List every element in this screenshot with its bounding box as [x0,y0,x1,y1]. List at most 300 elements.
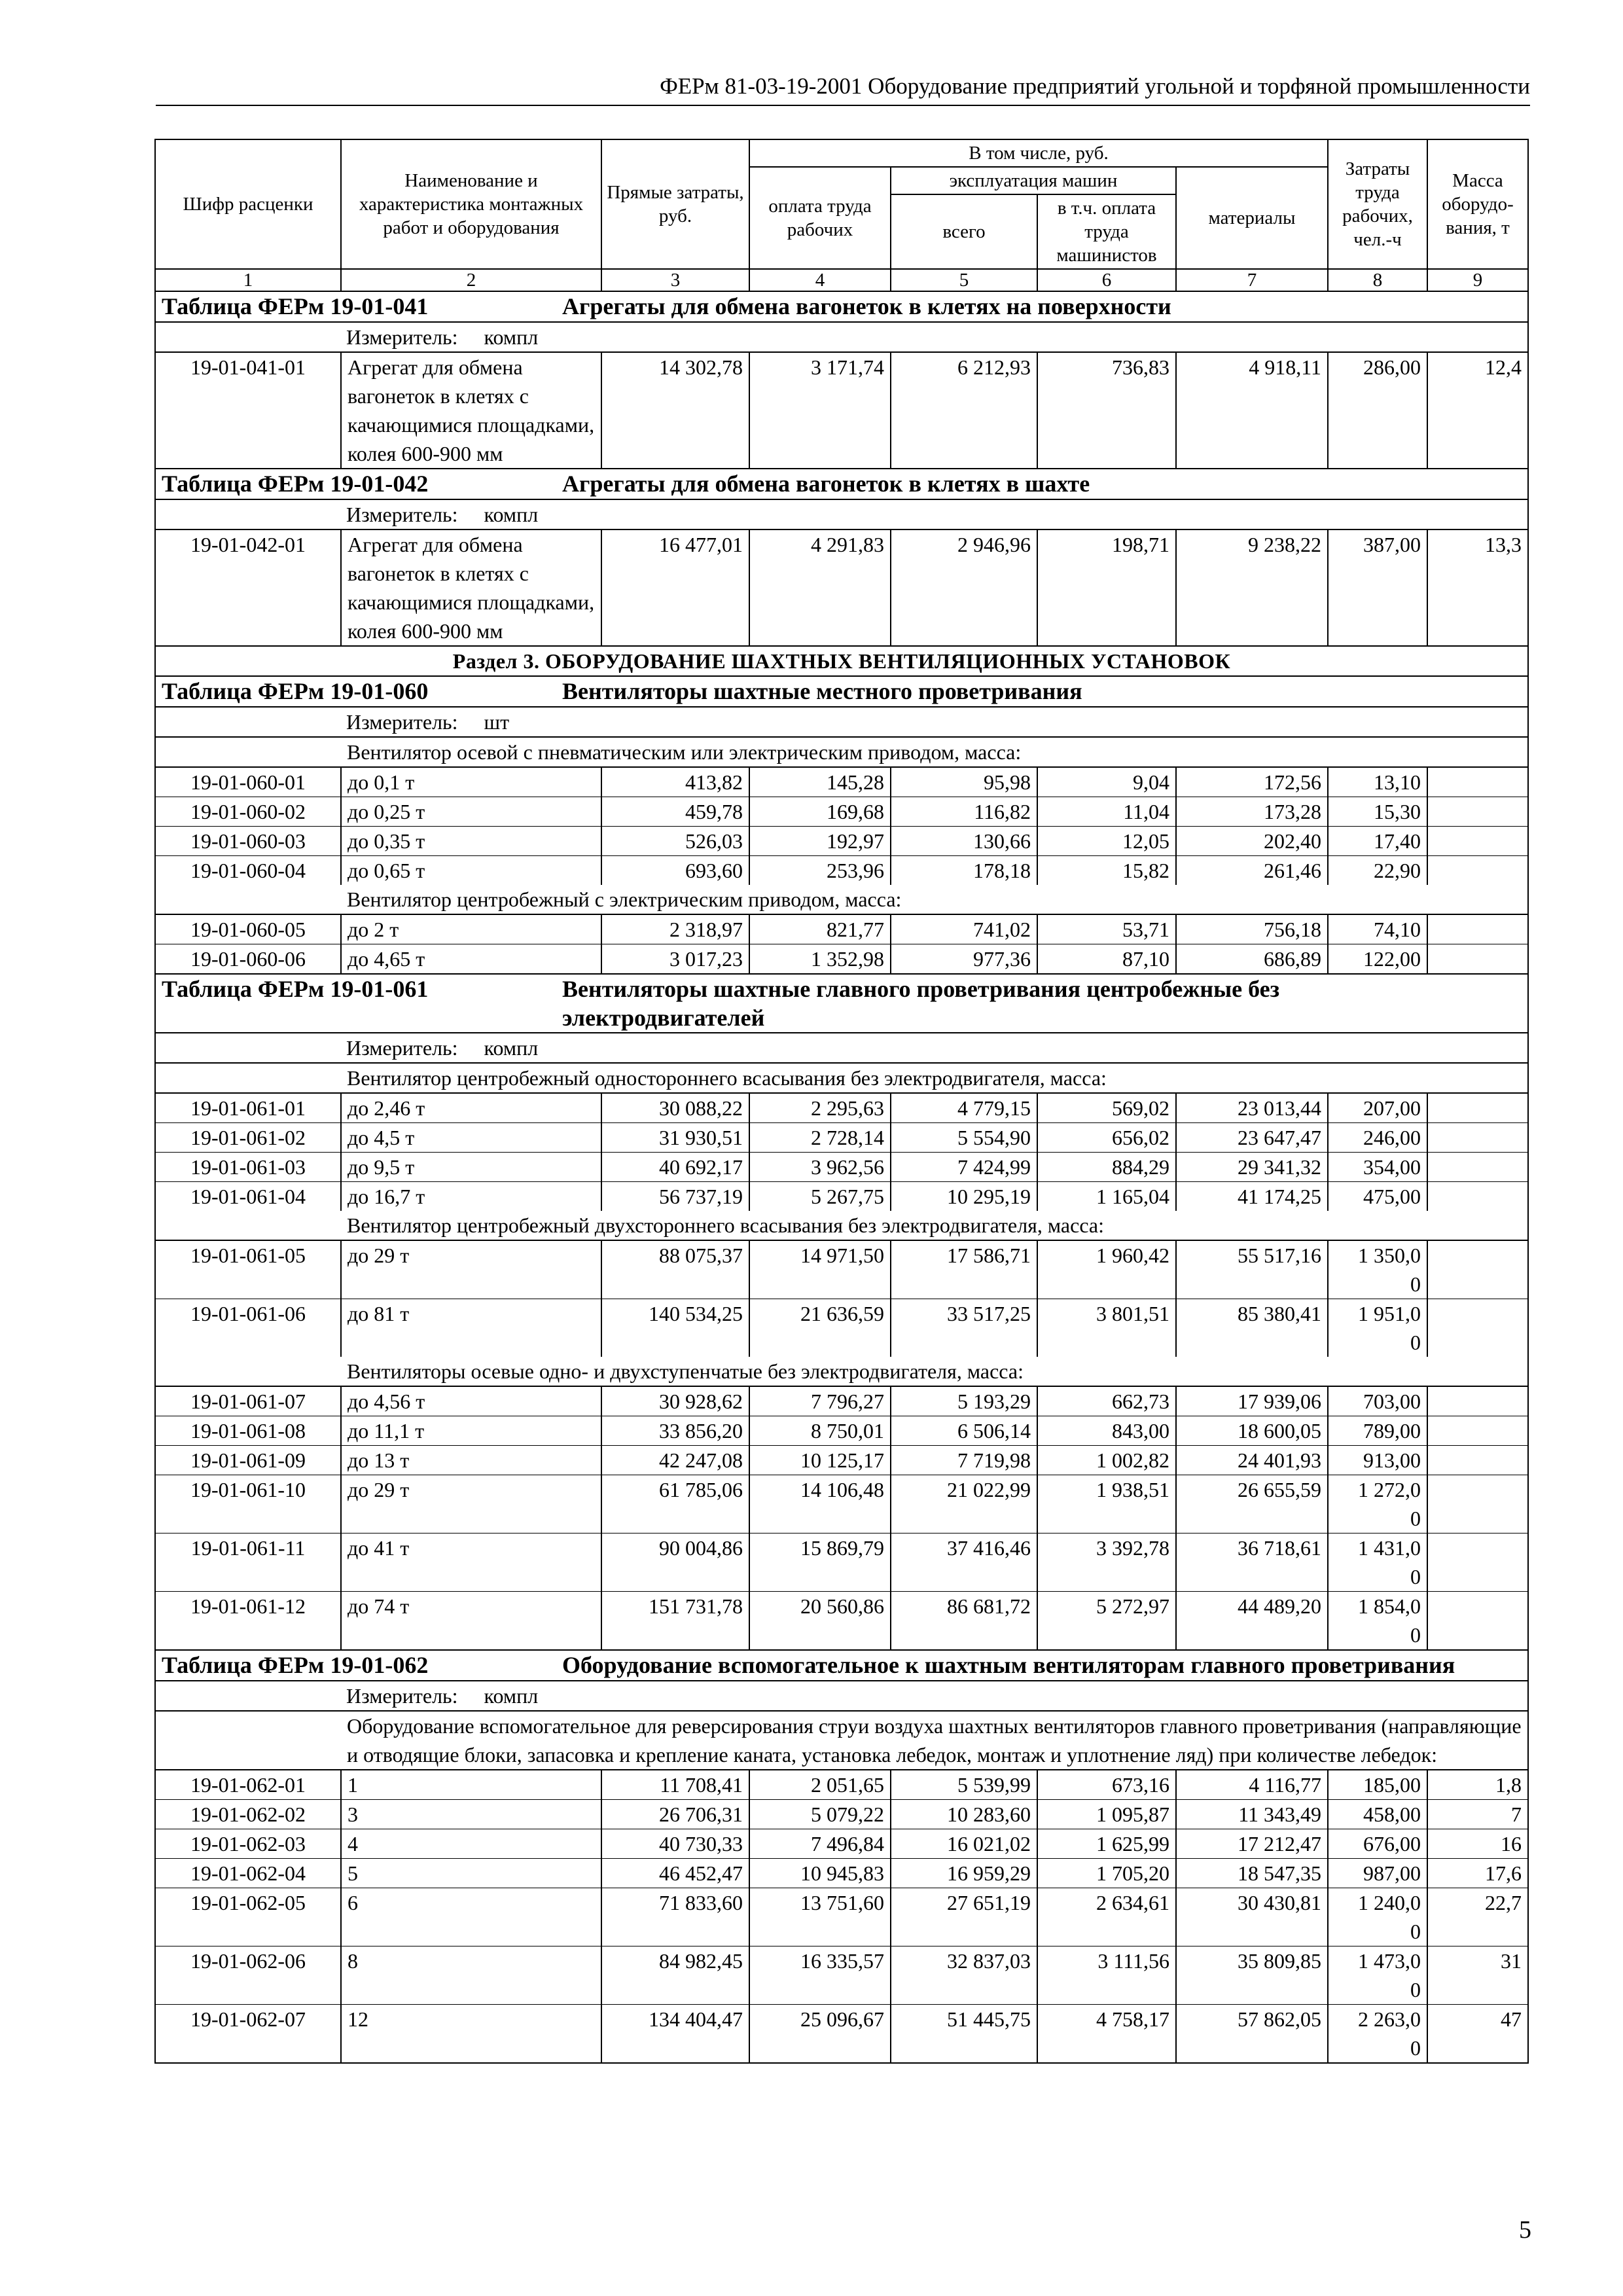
col-header-materials: материалы [1176,167,1328,269]
equipment-mass [1427,856,1528,886]
work-name: до 4,65 т [341,944,601,975]
materials: 41 174,25 [1176,1182,1328,1211]
measure [155,1033,1528,1063]
equipment-mass [1427,1416,1528,1446]
direct-cost: 30 088,22 [601,1093,749,1123]
materials: 18 547,35 [1176,1859,1328,1888]
rate-code: 19-01-062-04 [155,1859,341,1888]
rate-code: 19-01-061-03 [155,1153,341,1182]
rate-code: 19-01-060-01 [155,767,341,797]
machinist-wages: 843,00 [1037,1416,1176,1446]
table-name: Оборудование вспомогательное к шахтным вентиляторам главного проветривания [562,1652,1455,1678]
work-name: до 4,5 т [341,1123,601,1153]
machines-total: 27 651,19 [891,1888,1037,1946]
col-number: 8 [1328,269,1427,291]
direct-cost: 31 930,51 [601,1123,749,1153]
machines-total: 6 506,14 [891,1416,1037,1446]
wages: 2 295,63 [749,1093,891,1123]
equipment-mass [1427,1534,1528,1592]
direct-cost: 526,03 [601,827,749,856]
table-title-row [155,676,1528,707]
table-row [155,1416,1528,1446]
work-name: до 13 т [341,1446,601,1475]
col-number: 9 [1427,269,1528,291]
work-name: 4 [341,1829,601,1859]
machines-total: 10 283,60 [891,1800,1037,1829]
wages: 192,97 [749,827,891,856]
wages: 21 636,59 [749,1299,891,1357]
page-number: 5 [1519,2216,1531,2244]
equipment-mass [1427,1093,1528,1123]
work-name: до 0,1 т [341,767,601,797]
rate-code: 19-01-042-01 [155,529,341,646]
table-row [155,352,1528,469]
subheading: Вентилятор центробежный одностороннего всасывания без электродвигателя, масса: [155,1063,1528,1093]
machinist-wages: 3 111,56 [1037,1946,1176,2005]
machines-total: 33 517,25 [891,1299,1037,1357]
wages: 2 728,14 [749,1123,891,1153]
work-name: до 29 т [341,1240,601,1299]
wages: 2 051,65 [749,1770,891,1800]
direct-cost: 33 856,20 [601,1416,749,1446]
table-title [155,974,1528,1033]
measure-unit: компл [484,1684,539,1708]
wages: 5 079,22 [749,1800,891,1829]
materials: 4 116,77 [1176,1770,1328,1800]
measure-row [155,322,1528,352]
wages: 3 171,74 [749,352,891,469]
labor-hours: 913,00 [1328,1446,1427,1475]
labor-hours: 987,00 [1328,1859,1427,1888]
subheading: Вентилятор осевой с пневматическим или электрическим приводом, масса: [155,737,1528,767]
materials: 9 238,22 [1176,529,1328,646]
rate-code: 19-01-060-05 [155,914,341,944]
wages: 8 750,01 [749,1416,891,1446]
measure-row [155,499,1528,529]
equipment-mass [1427,1475,1528,1534]
measure-row [155,1681,1528,1711]
table-row [155,767,1528,797]
materials: 173,28 [1176,797,1328,827]
labor-hours: 22,90 [1328,856,1427,886]
materials: 18 600,05 [1176,1416,1328,1446]
table-name: Вентиляторы шахтные главного проветривания центробежные без электродвигателей [562,976,1280,1031]
table-row [155,1240,1528,1299]
wages: 15 869,79 [749,1534,891,1592]
rate-code: 19-01-062-06 [155,1946,341,2005]
col-header-machines: эксплуатация машин [891,167,1176,194]
table-row [155,1123,1528,1153]
machinist-wages: 569,02 [1037,1093,1176,1123]
work-name: 6 [341,1888,601,1946]
equipment-mass [1427,1386,1528,1416]
wages: 14 106,48 [749,1475,891,1534]
wages: 16 335,57 [749,1946,891,2005]
table-row [155,1446,1528,1475]
labor-hours: 185,00 [1328,1770,1427,1800]
work-name: до 81 т [341,1299,601,1357]
equipment-mass [1427,827,1528,856]
table-row [155,1888,1528,1946]
labor-hours: 1 854,0 0 [1328,1592,1427,1651]
machinist-wages: 884,29 [1037,1153,1176,1182]
equipment-mass [1427,797,1528,827]
labor-hours: 1 431,0 0 [1328,1534,1427,1592]
measure-label: Измеритель: [346,325,458,349]
equipment-mass [1427,1592,1528,1651]
labor-hours: 458,00 [1328,1800,1427,1829]
equipment-mass [1427,1240,1528,1299]
direct-cost: 46 452,47 [601,1859,749,1888]
work-name: до 11,1 т [341,1416,601,1446]
table-row [155,1800,1528,1829]
materials: 57 862,05 [1176,2005,1328,2064]
work-name: 3 [341,1800,601,1829]
measure-label: Измеритель: [346,1036,458,1060]
labor-hours: 703,00 [1328,1386,1427,1416]
col-header-total: всего [891,194,1037,269]
materials: 11 343,49 [1176,1800,1328,1829]
machinist-wages: 1 938,51 [1037,1475,1176,1534]
work-name: до 74 т [341,1592,601,1651]
table-row [155,1770,1528,1800]
direct-cost: 40 730,33 [601,1829,749,1859]
machinist-wages: 87,10 [1037,944,1176,975]
subheading: Вентилятор центробежный с электрическим приводом, масса: [155,885,1528,914]
labor-hours: 122,00 [1328,944,1427,975]
table-name: Агрегаты для обмена вагонеток в клетях на поверхности [562,293,1171,319]
materials: 261,46 [1176,856,1328,886]
rate-code: 19-01-061-11 [155,1534,341,1592]
work-name: Агрегат для обмена вагонеток в клетях с качающимися площадками, колея 600-900 мм [341,529,601,646]
running-header: ФЕРм 81-03-19-2001 Оборудование предприятий угольной и торфяной промышленности [156,71,1530,106]
table-title [155,469,1528,499]
labor-hours: 286,00 [1328,352,1427,469]
equipment-mass: 13,3 [1427,529,1528,646]
machines-total: 95,98 [891,767,1037,797]
materials: 29 341,32 [1176,1153,1328,1182]
rate-code: 19-01-062-05 [155,1888,341,1946]
materials: 55 517,16 [1176,1240,1328,1299]
equipment-mass: 31 [1427,1946,1528,2005]
direct-cost: 71 833,60 [601,1888,749,1946]
labor-hours: 246,00 [1328,1123,1427,1153]
machines-total: 5 539,99 [891,1770,1037,1800]
work-name: до 0,25 т [341,797,601,827]
table-name: Агрегаты для обмена вагонеток в клетях в шахте [562,471,1090,497]
measure-unit: шт [484,710,510,734]
col-number: 7 [1176,269,1328,291]
materials: 172,56 [1176,767,1328,797]
table-code: Таблица ФЕРм 19-01-041 [162,293,429,319]
machines-total: 86 681,72 [891,1592,1037,1651]
measure-unit: компл [484,503,539,526]
direct-cost: 11 708,41 [601,1770,749,1800]
rate-code: 19-01-061-10 [155,1475,341,1534]
table-row [155,529,1528,646]
machines-total: 2 946,96 [891,529,1037,646]
machines-total: 4 779,15 [891,1093,1037,1123]
table-title [155,1650,1528,1681]
machines-total: 6 212,93 [891,352,1037,469]
table-title-row [155,1650,1528,1681]
subheading-row [155,1211,1528,1240]
labor-hours: 387,00 [1328,529,1427,646]
machines-total: 37 416,46 [891,1534,1037,1592]
machinist-wages: 2 634,61 [1037,1888,1176,1946]
table-title-row [155,469,1528,499]
table-row [155,827,1528,856]
labor-hours: 2 263,0 0 [1328,2005,1427,2064]
machines-total: 10 295,19 [891,1182,1037,1211]
col-number: 5 [891,269,1037,291]
machines-total: 7 424,99 [891,1153,1037,1182]
direct-cost: 30 928,62 [601,1386,749,1416]
machinist-wages: 4 758,17 [1037,2005,1176,2064]
price-table [154,139,1529,2064]
col-header-direct: Прямые затраты, руб. [601,139,749,269]
subheading: Вентиляторы осевые одно- и двухступенчатые без электродвигателя, масса: [155,1357,1528,1386]
table-row [155,2005,1528,2064]
table-row [155,944,1528,975]
materials: 17 212,47 [1176,1829,1328,1859]
equipment-mass: 16 [1427,1829,1528,1859]
machinist-wages: 673,16 [1037,1770,1176,1800]
subheading-row [155,1063,1528,1093]
rate-code: 19-01-061-07 [155,1386,341,1416]
work-name: до 0,35 т [341,827,601,856]
direct-cost: 693,60 [601,856,749,886]
measure-label: Измеритель: [346,1684,458,1708]
work-name: до 2 т [341,914,601,944]
rate-code: 19-01-061-09 [155,1446,341,1475]
machines-total: 977,36 [891,944,1037,975]
labor-hours: 15,30 [1328,797,1427,827]
col-header-labor: Затраты труда рабочих, чел.-ч [1328,139,1427,269]
table-row [155,1299,1528,1357]
machinist-wages: 3 392,78 [1037,1534,1176,1592]
wages: 7 496,84 [749,1829,891,1859]
work-name: Агрегат для обмена вагонеток в клетях с качающимися площадками, колея 600-900 мм [341,352,601,469]
machinist-wages: 3 801,51 [1037,1299,1176,1357]
work-name: 1 [341,1770,601,1800]
table-row [155,1946,1528,2005]
wages: 821,77 [749,914,891,944]
labor-hours: 1 272,0 0 [1328,1475,1427,1534]
subheading-row [155,885,1528,914]
direct-cost: 42 247,08 [601,1446,749,1475]
materials: 36 718,61 [1176,1534,1328,1592]
rate-code: 19-01-061-08 [155,1416,341,1446]
section-title: Раздел 3. ОБОРУДОВАНИЕ ШАХТНЫХ ВЕНТИЛЯЦИОННЫХ УСТАНОВОК [155,646,1528,676]
wages: 25 096,67 [749,2005,891,2064]
equipment-mass [1427,914,1528,944]
materials: 35 809,85 [1176,1946,1328,2005]
labor-hours: 475,00 [1328,1182,1427,1211]
wages: 145,28 [749,767,891,797]
machinist-wages: 53,71 [1037,914,1176,944]
rate-code: 19-01-061-05 [155,1240,341,1299]
machinist-wages: 9,04 [1037,767,1176,797]
wages: 169,68 [749,797,891,827]
col-header-code: Шифр расценки [155,139,341,269]
work-name: до 16,7 т [341,1182,601,1211]
table-title [155,291,1528,322]
machines-total: 51 445,75 [891,2005,1037,2064]
work-name: 5 [341,1859,601,1888]
machinist-wages: 662,73 [1037,1386,1176,1416]
table-row [155,797,1528,827]
col-header-wages: оплата труда рабочих [749,167,891,269]
table-row [155,1592,1528,1651]
subheading-row [155,1711,1528,1770]
direct-cost: 61 785,06 [601,1475,749,1534]
table-row [155,1386,1528,1416]
table-title [155,676,1528,707]
wages: 10 945,83 [749,1859,891,1888]
wages: 10 125,17 [749,1446,891,1475]
col-header-incl-wages: в т.ч. оплата труда машинистов [1037,194,1176,269]
rate-code: 19-01-062-01 [155,1770,341,1800]
direct-cost: 90 004,86 [601,1534,749,1592]
machinist-wages: 656,02 [1037,1123,1176,1153]
work-name: 12 [341,2005,601,2064]
table-code: Таблица ФЕРм 19-01-061 [162,976,429,1002]
machines-total: 7 719,98 [891,1446,1037,1475]
machines-total: 17 586,71 [891,1240,1037,1299]
machinist-wages: 11,04 [1037,797,1176,827]
equipment-mass: 47 [1427,2005,1528,2064]
col-number: 6 [1037,269,1176,291]
equipment-mass [1427,944,1528,975]
direct-cost: 2 318,97 [601,914,749,944]
measure-row [155,1033,1528,1063]
table-code: Таблица ФЕРм 19-01-042 [162,471,429,497]
table-row [155,1093,1528,1123]
machines-total: 130,66 [891,827,1037,856]
machines-total: 5 193,29 [891,1386,1037,1416]
machines-total: 741,02 [891,914,1037,944]
equipment-mass: 12,4 [1427,352,1528,469]
direct-cost: 140 534,25 [601,1299,749,1357]
equipment-mass [1427,767,1528,797]
table-name: Вентиляторы шахтные местного проветривания [562,678,1082,704]
direct-cost: 413,82 [601,767,749,797]
materials: 44 489,20 [1176,1592,1328,1651]
machinist-wages: 1 165,04 [1037,1182,1176,1211]
wages: 14 971,50 [749,1240,891,1299]
labor-hours: 1 951,0 0 [1328,1299,1427,1357]
materials: 686,89 [1176,944,1328,975]
equipment-mass: 17,6 [1427,1859,1528,1888]
wages: 20 560,86 [749,1592,891,1651]
rate-code: 19-01-062-02 [155,1800,341,1829]
measure-row [155,707,1528,737]
measure-label: Измеритель: [346,503,458,526]
rate-code: 19-01-061-12 [155,1592,341,1651]
equipment-mass [1427,1446,1528,1475]
col-header-incl: В том числе, руб. [749,139,1328,167]
rate-code: 19-01-062-03 [155,1829,341,1859]
machines-total: 21 022,99 [891,1475,1037,1534]
equipment-mass [1427,1123,1528,1153]
materials: 26 655,59 [1176,1475,1328,1534]
machines-total: 178,18 [891,856,1037,886]
table-row [155,914,1528,944]
labor-hours: 1 473,0 0 [1328,1946,1427,2005]
direct-cost: 459,78 [601,797,749,827]
table-row [155,1859,1528,1888]
table-code: Таблица ФЕРм 19-01-060 [162,678,429,704]
materials: 23 013,44 [1176,1093,1328,1123]
wages: 13 751,60 [749,1888,891,1946]
measure [155,1681,1528,1711]
machinist-wages: 736,83 [1037,352,1176,469]
equipment-mass: 22,7 [1427,1888,1528,1946]
direct-cost: 26 706,31 [601,1800,749,1829]
subheading-row [155,1357,1528,1386]
col-number: 1 [155,269,341,291]
materials: 202,40 [1176,827,1328,856]
machinist-wages: 1 960,42 [1037,1240,1176,1299]
measure [155,707,1528,737]
subheading-row [155,737,1528,767]
machinist-wages: 15,82 [1037,856,1176,886]
col-number: 2 [341,269,601,291]
machines-total: 32 837,03 [891,1946,1037,2005]
materials: 23 647,47 [1176,1123,1328,1153]
subheading: Вентилятор центробежный двухстороннего всасывания без электродвигателя, масса: [155,1211,1528,1240]
machinist-wages: 12,05 [1037,827,1176,856]
machinist-wages: 1 705,20 [1037,1859,1176,1888]
work-name: до 0,65 т [341,856,601,886]
rate-code: 19-01-060-02 [155,797,341,827]
direct-cost: 151 731,78 [601,1592,749,1651]
table-title-row [155,291,1528,322]
rate-code: 19-01-060-03 [155,827,341,856]
direct-cost: 3 017,23 [601,944,749,975]
rate-code: 19-01-062-07 [155,2005,341,2064]
measure-label: Измеритель: [346,710,458,734]
direct-cost: 40 692,17 [601,1153,749,1182]
materials: 756,18 [1176,914,1328,944]
labor-hours: 17,40 [1328,827,1427,856]
equipment-mass [1427,1153,1528,1182]
rate-code: 19-01-061-06 [155,1299,341,1357]
machines-total: 16 021,02 [891,1829,1037,1859]
wages: 3 962,56 [749,1153,891,1182]
measure [155,322,1528,352]
measure-unit: компл [484,325,539,349]
direct-cost: 14 302,78 [601,352,749,469]
equipment-mass [1427,1182,1528,1211]
machinist-wages: 198,71 [1037,529,1176,646]
work-name: до 29 т [341,1475,601,1534]
col-header-mass: Масса оборудо-вания, т [1427,139,1528,269]
rate-code: 19-01-061-02 [155,1123,341,1153]
labor-hours: 676,00 [1328,1829,1427,1859]
rate-code: 19-01-061-01 [155,1093,341,1123]
work-name: до 4,56 т [341,1386,601,1416]
col-number: 3 [601,269,749,291]
table-row [155,1182,1528,1211]
labor-hours: 13,10 [1328,767,1427,797]
machines-total: 5 554,90 [891,1123,1037,1153]
labor-hours: 1 240,0 0 [1328,1888,1427,1946]
subheading: Оборудование вспомогательное для реверсирования струи воздуха шахтных вентиляторов главного проветривания (направляющие и отводящие блоки, запасовка и крепление каната, установка лебедок, монтаж и уплотнение ляд) при количестве лебедок: [155,1711,1528,1770]
materials: 17 939,06 [1176,1386,1328,1416]
table-title-row [155,974,1528,1033]
